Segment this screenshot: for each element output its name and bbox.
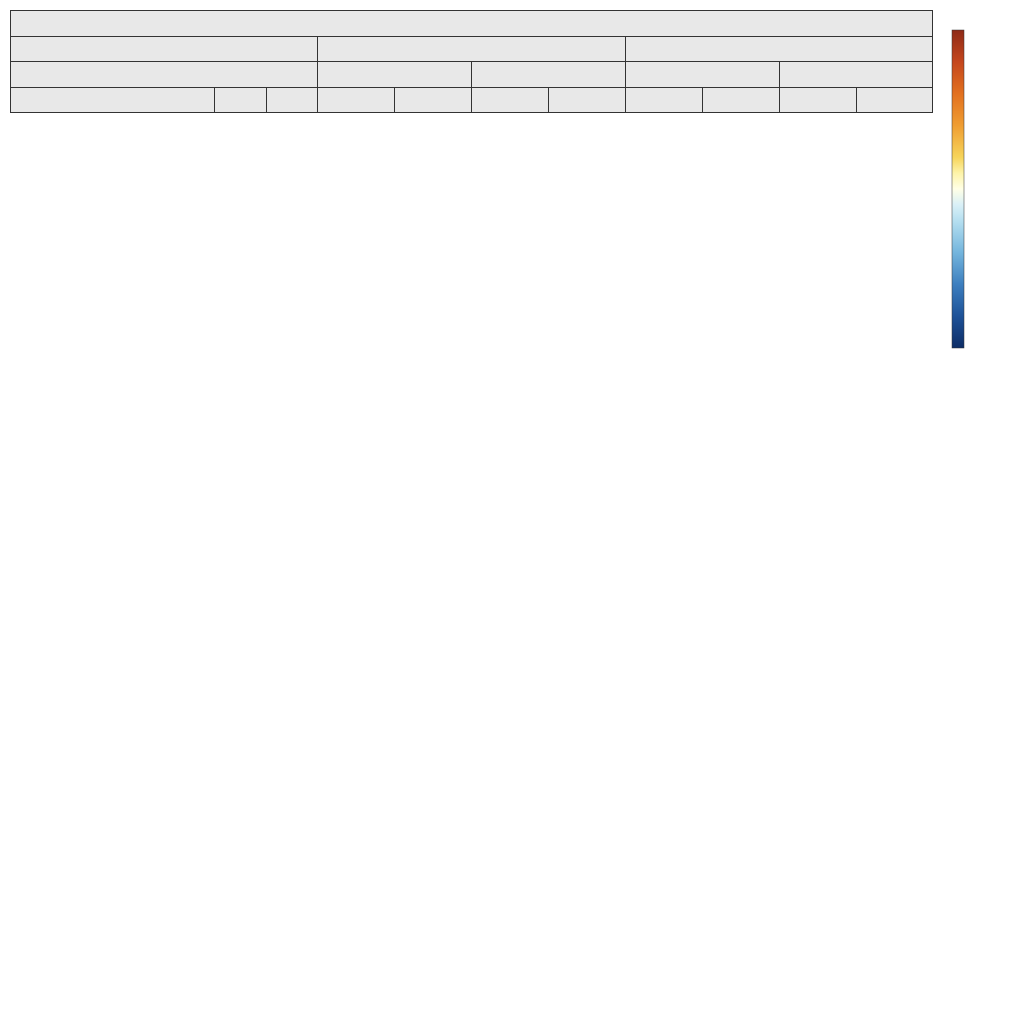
- colorbar: [950, 24, 1010, 364]
- std-low-oblique2-header: [703, 87, 780, 113]
- std-low-mode-header: [626, 62, 780, 88]
- table-title: [11, 11, 933, 37]
- avg-high-mode-header: [472, 62, 626, 88]
- mode-row: [11, 62, 933, 88]
- avg-high-oblique1-header: [472, 87, 549, 113]
- site-info-header: [11, 62, 318, 88]
- std-group-header: [626, 36, 933, 62]
- avg-low-oblique2-header: [395, 87, 472, 113]
- colorbar-gradient: [952, 30, 964, 348]
- city-column-header: [11, 87, 215, 113]
- period-label: [11, 36, 318, 62]
- std-low-oblique1-header: [626, 87, 703, 113]
- avg-low-oblique1-header: [318, 87, 395, 113]
- std-high-mode-header: [780, 62, 933, 88]
- avg-low-mode-header: [318, 62, 472, 88]
- freq-column-header: [267, 87, 318, 113]
- column-header-row: [11, 87, 933, 113]
- period-row: [11, 36, 933, 62]
- std-high-oblique1-header: [780, 87, 857, 113]
- stats-table: [10, 10, 933, 113]
- avg-high-oblique2-header: [549, 87, 626, 113]
- average-group-header: [318, 36, 626, 62]
- id-column-header: [215, 87, 267, 113]
- std-high-oblique2-header: [857, 87, 933, 113]
- title-row: [11, 11, 933, 37]
